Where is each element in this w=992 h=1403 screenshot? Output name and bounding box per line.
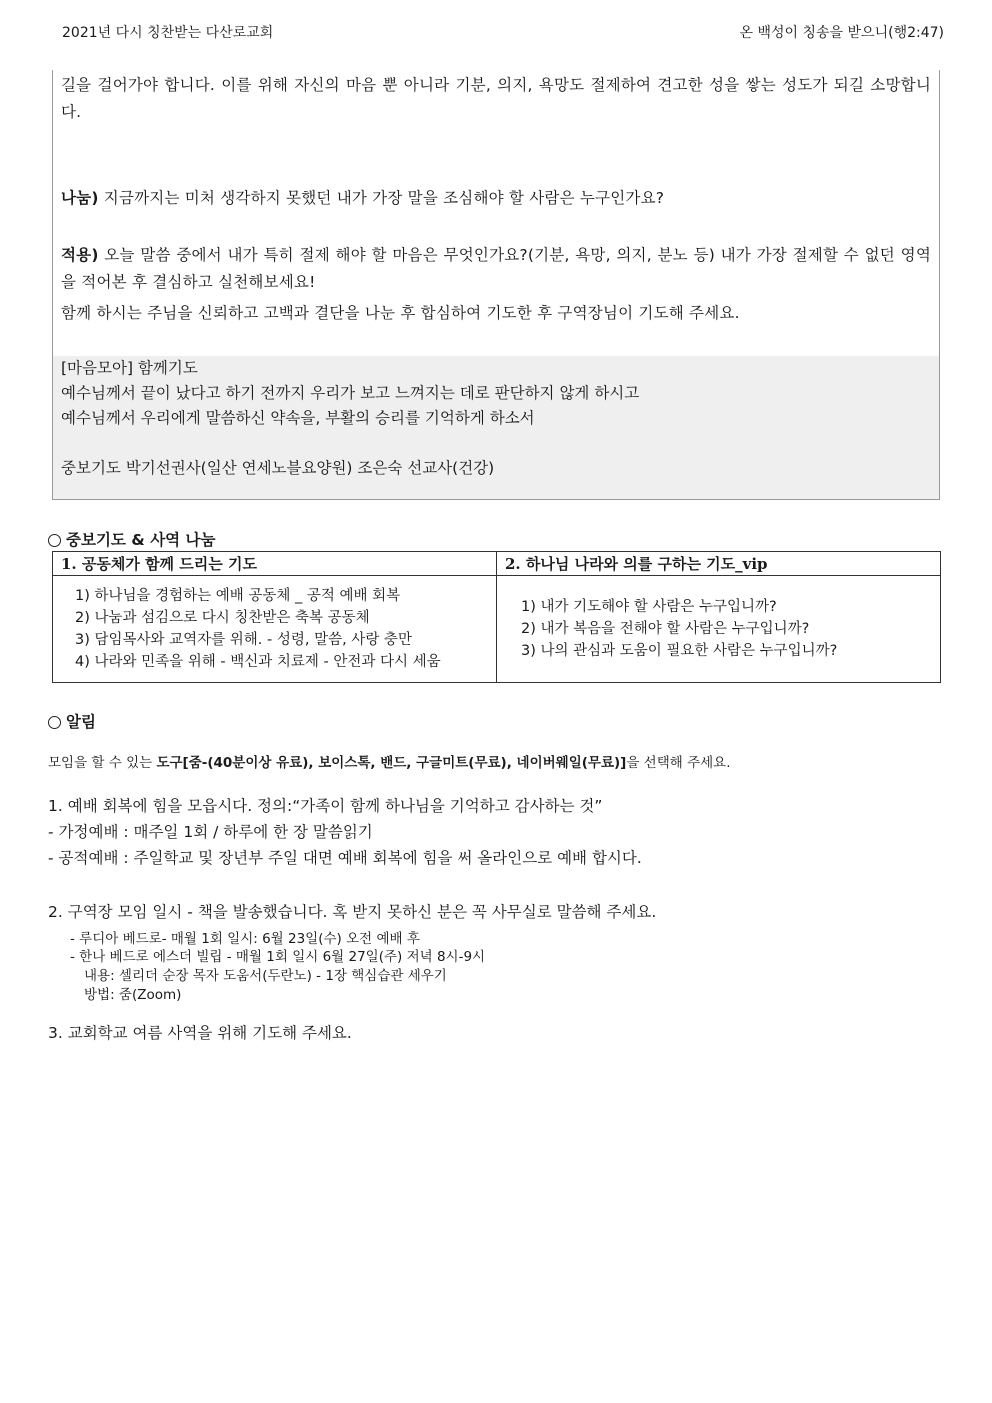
header-verse: 온 백성이 칭송을 받으니(행2:47) bbox=[739, 25, 944, 41]
list-item: 1) 하나님을 경험하는 예배 공동체 _ 공적 예배 회복 bbox=[75, 588, 401, 604]
tools-prefix: 모임을 할 수 있는 bbox=[48, 755, 157, 771]
prayer-table bbox=[52, 551, 941, 683]
tools-notice bbox=[48, 751, 731, 771]
prayer-line-2: 예수님께서 우리에게 말씀하신 약속을, 부활의 승리를 기억하게 하소서 bbox=[61, 409, 535, 427]
prayer-col2-cell bbox=[497, 576, 941, 683]
notice-item-2b: - 한나 베드로 에스더 빌립 - 매월 1회 일시 6월 27일(주) 저녁 8시-9시 bbox=[70, 949, 486, 965]
list-item: 3) 담임목사와 교역자를 위해. - 성령, 말씀, 사랑 충만 bbox=[75, 632, 412, 648]
notice-item-2c: 내용: 셀리더 순장 목자 도움서(두란노) - 1장 핵심습관 세우기 bbox=[84, 968, 447, 984]
apply-label: 적용) bbox=[61, 246, 99, 264]
tools-list: 도구[줌-(40분이상 유료), 보이스톡, 밴드, 구글미트(무료), 네이버웨일(무료)] bbox=[156, 755, 627, 771]
prayer-title: [마음모아] 함께기도 bbox=[61, 359, 198, 377]
apply-text: 오늘 말씀 중에서 내가 특히 절제 해야 할 마음은 무엇인가요?(기분, 욕망, 의지, 분노 등) 내가 가장 절제할 수 없던 영역을 적어본 후 결심하고 실천해보세요! bbox=[61, 246, 931, 291]
list-item: 3) 나의 관심과 도움이 필요한 사람은 누구입니까? bbox=[521, 643, 838, 659]
prayer-col2-header: 2. 하나님 나라와 의를 구하는 기도_vip bbox=[497, 552, 941, 576]
notice-item-2a: - 루디아 베드로- 매월 1회 일시: 6월 23일(수) 오전 예배 후 bbox=[70, 931, 420, 947]
tools-suffix: 을 선택해 주세요. bbox=[626, 755, 731, 771]
notice-item-1: 1. 예배 회복에 힘을 모읍시다. 정의:“가족이 함께 하나님을 기억하고 감사하는 것” bbox=[48, 797, 603, 815]
section-notice-title-text: 알림 bbox=[66, 713, 96, 731]
prayer-spacer bbox=[61, 431, 931, 456]
sermon-box bbox=[52, 70, 940, 500]
together-text: 함께 하시는 주님을 신뢰하고 고백과 결단을 나눈 후 합심하여 기도한 후 구역장님이 기도해 주세요. bbox=[61, 304, 740, 322]
apply-question bbox=[61, 242, 931, 296]
notice-item-3: 3. 교회학교 여름 사역을 위해 기도해 주세요. bbox=[48, 1024, 352, 1042]
circle-icon bbox=[48, 716, 61, 729]
prayer-col1-header: 1. 공동체가 함께 드리는 기도 bbox=[53, 552, 497, 576]
share-question bbox=[61, 185, 931, 212]
notice-item-1b: - 공적예배 : 주일학교 및 장년부 주일 대면 예배 회복에 힘을 써 올라인으로 예배 합시다. bbox=[48, 849, 642, 867]
header-church-name: 2021년 다시 칭찬받는 다산로교회 bbox=[62, 25, 274, 41]
notice-item-2: 2. 구역장 모임 일시 - 책을 발송했습니다. 혹 받지 못하신 분은 꼭 사무실로 말씀해 주세요. bbox=[48, 903, 657, 921]
share-text: 지금까지는 미처 생각하지 못했던 내가 가장 말을 조심해야 할 사람은 누구인가요? bbox=[98, 189, 665, 207]
prayer-col1-cell bbox=[53, 576, 497, 683]
prayer-panel bbox=[53, 356, 939, 499]
list-item: 1) 내가 기도해야 할 사람은 누구입니까? bbox=[521, 599, 777, 615]
list-item: 2) 내가 복음을 전해야 할 사람은 누구입니까? bbox=[521, 621, 810, 637]
section-prayer-title bbox=[48, 528, 216, 550]
prayer-line-1: 예수님께서 끝이 났다고 하기 전까지 우리가 보고 느껴지는 데로 판단하지 않게 하시고 bbox=[61, 384, 640, 402]
list-item: 4) 나라와 민족을 위해 - 백신과 치료제 - 안전과 다시 세움 bbox=[75, 654, 441, 670]
notice-item-2d: 방법: 줌(Zoom) bbox=[84, 987, 182, 1003]
share-label: 나눔) bbox=[61, 189, 99, 207]
circle-icon bbox=[48, 534, 61, 547]
notice-item-1a: - 가정예배 : 매주일 1회 / 하루에 한 장 말씀읽기 bbox=[48, 823, 373, 841]
section-notice-title bbox=[48, 710, 96, 732]
intro-text: 길을 걸어가야 합니다. 이를 위해 자신의 마음 뿐 아니라 기분, 의지, 욕망도 절제하여 견고한 성을 쌓는 성도가 되길 소망합니다. bbox=[61, 76, 931, 121]
list-item: 2) 나눔과 섬김으로 다시 칭찬받은 축복 공동체 bbox=[75, 610, 370, 626]
intercession-line: 중보기도 박기선권사(일산 연세노블요양원) 조은숙 선교사(건강) bbox=[61, 459, 495, 477]
section-prayer-title-text: 중보기도 & 사역 나눔 bbox=[66, 531, 216, 549]
